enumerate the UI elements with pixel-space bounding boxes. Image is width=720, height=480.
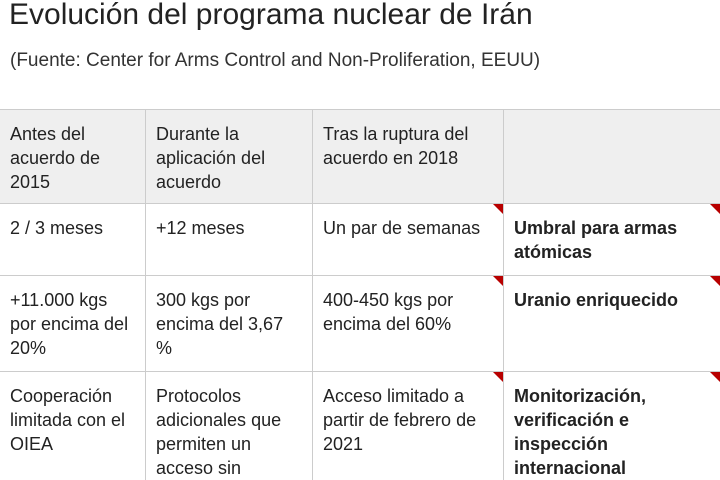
cell-during: Protocolos adicionales que permiten un acceso sin	[146, 372, 313, 480]
cell-during: +12 meses	[146, 204, 313, 275]
header-during-agreement: Durante la aplicación del acuerdo	[146, 110, 313, 203]
row-label-text: Monitorización, verificación e inspección internacional	[514, 386, 646, 478]
row-label	[504, 204, 720, 275]
corner-marker-icon	[710, 204, 720, 214]
cell-after	[313, 372, 504, 480]
cell-before: 2 / 3 meses	[0, 204, 146, 275]
row-label	[504, 276, 720, 371]
page-title: Evolución del programa nuclear de Irán	[9, 0, 533, 31]
corner-marker-icon	[710, 276, 720, 286]
table-row	[0, 204, 720, 276]
table-header-row	[0, 110, 720, 204]
cell-before: +11.000 kgs por encima del 20%	[0, 276, 146, 371]
corner-marker-icon	[493, 204, 503, 214]
table-row	[0, 276, 720, 372]
corner-marker-icon	[493, 372, 503, 382]
header-before-agreement: Antes del acuerdo de 2015	[0, 110, 146, 203]
cell-after-text: 400-450 kgs por encima del 60%	[323, 290, 454, 334]
header-after-rupture: Tras la ruptura del acuerdo en 2018	[313, 110, 504, 203]
row-label-text: Uranio enriquecido	[514, 290, 679, 310]
source-note: (Fuente: Center for Arms Control and Non-Proliferation, EEUU)	[10, 50, 541, 71]
header-label-column	[504, 110, 720, 203]
row-label	[504, 372, 720, 480]
cell-after-text: Acceso limitado a partir de febrero de 2021	[323, 386, 477, 454]
cell-during: 300 kgs por encima del 3,67 %	[146, 276, 313, 371]
comparison-table	[0, 109, 720, 480]
corner-marker-icon	[710, 372, 720, 382]
cell-after	[313, 204, 504, 275]
cell-after	[313, 276, 504, 371]
row-label-text: Umbral para armas atómicas	[514, 218, 678, 262]
cell-before: Cooperación limitada con el OIEA	[0, 372, 146, 480]
table-row	[0, 372, 720, 480]
cell-after-text: Un par de semanas	[323, 218, 481, 238]
corner-marker-icon	[493, 276, 503, 286]
